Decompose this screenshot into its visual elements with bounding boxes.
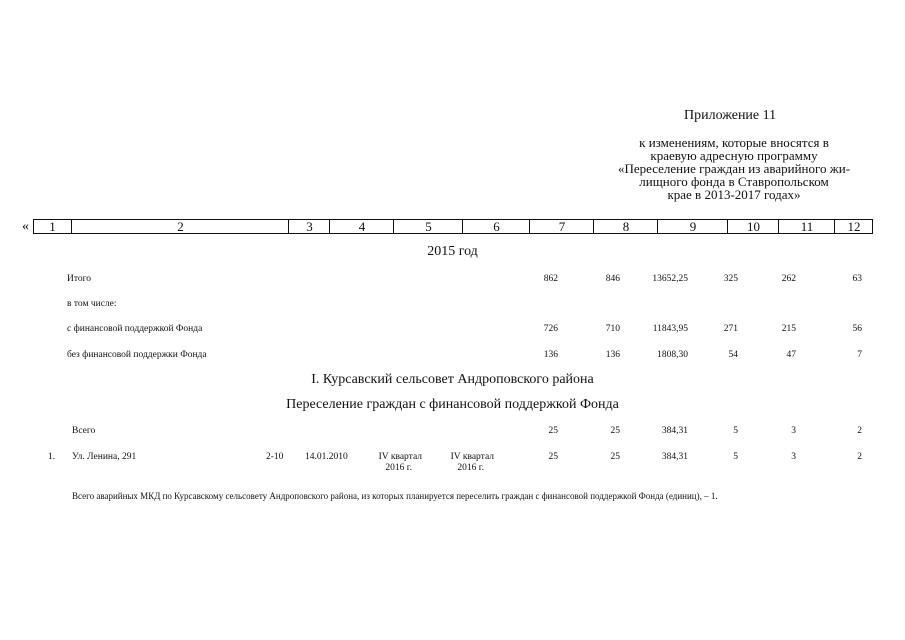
opening-quote: « — [22, 219, 29, 234]
annex-subtitle-line: к изменениям, которые вносятся в — [639, 135, 829, 150]
annex-subtitle — [598, 136, 870, 201]
row-label: Итого — [67, 274, 92, 284]
cell-col-10: 54 — [728, 350, 738, 360]
cell-col-12: 2 — [857, 426, 862, 436]
cell-col-9: 384,31 — [661, 426, 688, 436]
cell-col-11: 3 — [791, 426, 796, 436]
plan-start-year: 2016 г. — [385, 463, 412, 473]
header-col-5: 5 — [393, 220, 463, 233]
row-label: с финансовой поддержкой Фонда — [67, 324, 203, 334]
annex-subtitle-line: «Переселение граждан из аварийного жи- — [617, 161, 851, 176]
cell-col-9: 13652,25 — [652, 274, 688, 284]
header-col-9: 9 — [657, 220, 728, 233]
cell-col-8: 25 — [610, 426, 620, 436]
cell-col-11: 215 — [781, 324, 796, 334]
annex-subtitle-line: лищного фонда в Ставропольском — [639, 174, 829, 189]
cell-col-12: 63 — [852, 274, 862, 284]
cell-col-9: 384,31 — [661, 452, 688, 462]
header-col-8: 8 — [593, 220, 658, 233]
row-label: без финансовой поддержки Фонда — [67, 350, 207, 360]
table-header-row — [33, 219, 873, 234]
header-col-4: 4 — [329, 220, 394, 233]
cell-col-8: 136 — [605, 350, 620, 360]
header-col-7: 7 — [529, 220, 594, 233]
cell-col-8: 846 — [605, 274, 620, 284]
cell-col-7: 25 — [548, 452, 558, 462]
header-col-11: 11 — [778, 220, 835, 233]
header-col-3: 3 — [288, 220, 330, 233]
document-number: 2-10 — [266, 452, 284, 462]
annex-title: Приложение 11 — [684, 108, 777, 123]
year-title: 2015 год — [427, 244, 478, 259]
header-col-12: 12 — [834, 220, 873, 233]
plan-end-year: 2016 г. — [457, 463, 484, 473]
cell-col-9: 1808,30 — [657, 350, 688, 360]
header-col-2: 2 — [71, 220, 289, 233]
header-col-1: 1 — [49, 219, 56, 234]
header-col-6: 6 — [462, 220, 530, 233]
cell-col-12: 2 — [857, 452, 862, 462]
section-title: I. Курсавский сельсовет Андроповского района — [311, 372, 594, 387]
row-label: в том числе: — [67, 299, 117, 309]
cell-col-10: 5 — [733, 426, 738, 436]
plan-end-quarter: IV квартал — [450, 452, 494, 462]
cell-col-11: 47 — [786, 350, 796, 360]
cell-col-7: 862 — [543, 274, 558, 284]
cell-col-8: 25 — [610, 452, 620, 462]
cell-col-7: 136 — [543, 350, 558, 360]
row-number: 1. — [48, 452, 56, 462]
address: Ул. Ленина, 291 — [72, 452, 137, 462]
cell-col-11: 262 — [781, 274, 796, 284]
annex-subtitle-line: крае в 2013-2017 годах» — [667, 187, 801, 202]
cell-col-10: 325 — [723, 274, 738, 284]
cell-col-10: 5 — [733, 452, 738, 462]
cell-col-12: 56 — [852, 324, 862, 334]
header-col-10: 10 — [727, 220, 779, 233]
cell-col-10: 271 — [723, 324, 738, 334]
cell-col-9: 11843,95 — [652, 324, 688, 334]
cell-col-7: 726 — [543, 324, 558, 334]
cell-col-11: 3 — [791, 452, 796, 462]
document-date: 14.01.2010 — [305, 452, 348, 462]
footnote: Всего аварийных МКД по Курсавскому сельсовету Андроповского района, из которых планируется переселить граждан с финансовой поддержкой Фонда (единиц), – 1. — [72, 491, 718, 501]
cell-col-8: 710 — [605, 324, 620, 334]
plan-start-quarter: IV квартал — [378, 452, 422, 462]
subsection-title: Переселение граждан с финансовой поддержкой Фонда — [286, 397, 619, 412]
row-label: Всего — [72, 426, 96, 436]
annex-subtitle-line: краевую адресную программу — [650, 148, 818, 163]
cell-col-12: 7 — [857, 350, 862, 360]
cell-col-7: 25 — [548, 426, 558, 436]
